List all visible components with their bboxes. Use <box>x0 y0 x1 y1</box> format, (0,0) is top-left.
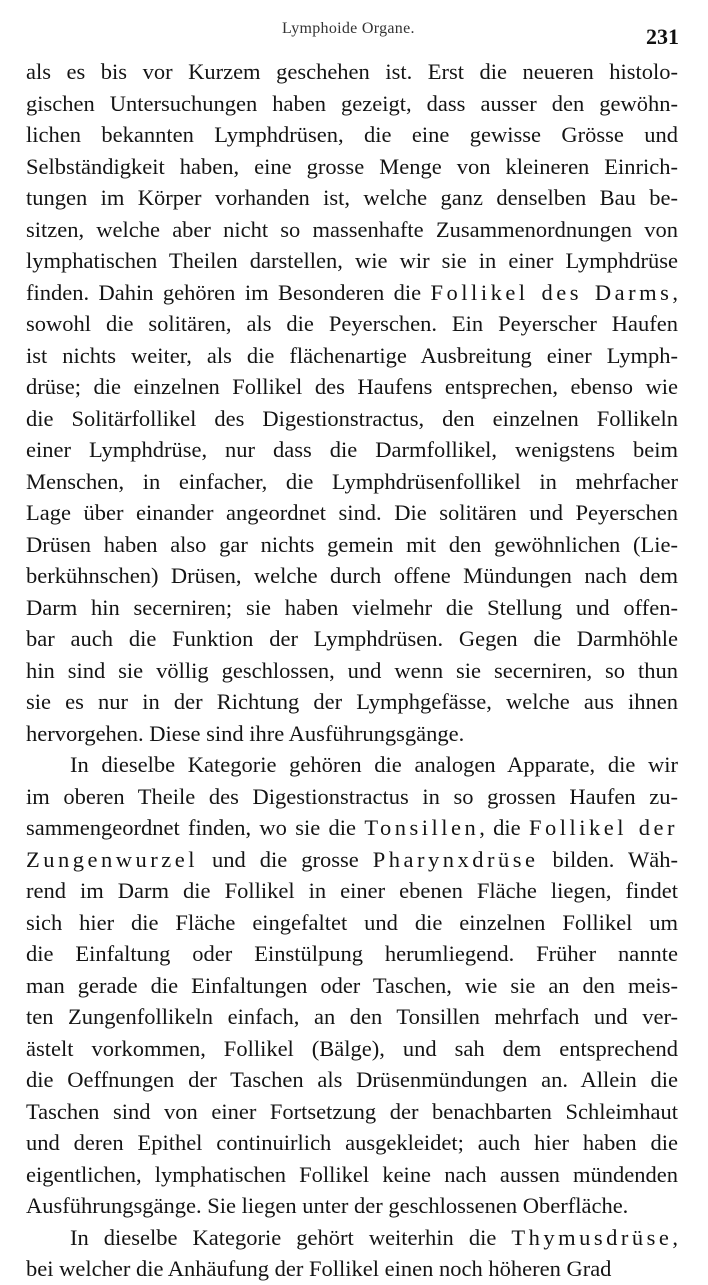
text-segment: bilden. Wäh- <box>538 846 678 872</box>
text-line <box>26 938 678 970</box>
text-line <box>26 1127 678 1159</box>
text-line <box>26 1001 678 1033</box>
text-line <box>26 151 678 183</box>
text-segment: Drüsen haben also gar nichts gemein mit den gewöhnlichen (Lie- <box>26 531 678 557</box>
text-segment: Ausführungsgänge. Sie liegen unter der geschlossenen Oberfläche. <box>26 1193 629 1218</box>
text-segment: gischen Untersuchungen haben gezeigt, dass ausser den gewöhn- <box>26 90 678 116</box>
text-line <box>26 560 678 592</box>
spaced-term: Zungenwurzel <box>26 846 198 872</box>
text-line <box>26 277 678 309</box>
text-segment: bar auch die Funktion der Lymphdrüsen. Gegen die Darmhöhle <box>26 626 678 651</box>
text-line <box>26 182 678 214</box>
text-segment: ten Zungenfollikeln einfach, an den Tonsillen mehrfach und ver- <box>26 1004 678 1029</box>
text-line <box>26 686 678 718</box>
text-line <box>26 718 678 750</box>
text-line <box>26 340 678 372</box>
text-line <box>26 371 678 403</box>
body-text <box>26 56 678 1281</box>
text-segment: eigentlichen, lymphatischen Follikel keine nach aussen mündenden <box>26 1161 678 1187</box>
text-segment: drüse; die einzelnen Follikel des Haufens entsprechen, ebenso wie <box>26 374 678 399</box>
text-segment: ist nichts weiter, als die flächenartige Ausbreitung einer Lymph- <box>26 342 678 368</box>
text-line <box>26 812 678 844</box>
text-segment: sich hier die Fläche eingefaltet und die einzelnen Follikel um <box>26 909 678 935</box>
text-line <box>26 1033 678 1065</box>
paragraph <box>26 749 678 1222</box>
running-head: Lymphoide Organe. <box>282 20 415 37</box>
text-line <box>26 119 678 151</box>
page-header <box>0 14 708 50</box>
text-segment: als es bis vor Kurzem geschehen ist. Erst die neueren histolo- <box>26 59 678 84</box>
text-line <box>26 308 678 340</box>
text-segment: sie es nur in der Richtung der Lymphgefässe, welche aus ihnen <box>26 689 678 714</box>
text-line <box>26 1253 678 1285</box>
text-line <box>26 56 678 88</box>
text-line <box>26 844 678 876</box>
text-segment: hin sind sie völlig geschlossen, und wenn sie secerniren, so thun <box>26 657 678 683</box>
text-segment: im oberen Theile des Digestionstractus in so grossen Haufen zu- <box>26 783 678 809</box>
text-line <box>26 907 678 939</box>
text-line <box>26 245 678 277</box>
text-segment: sowohl die solitären, als die Peyerschen. Ein Peyerscher Haufen <box>26 311 678 336</box>
text-line <box>26 1159 678 1191</box>
text-line <box>26 434 678 466</box>
text-segment: bei welcher die Anhäufung der Follikel einen noch höheren Grad <box>26 1256 612 1281</box>
text-segment: lymphatischen Theilen darstellen, wie wir sie in einer Lymphdrüse <box>26 248 678 273</box>
paragraph <box>26 1222 678 1285</box>
text-line <box>26 1096 678 1128</box>
text-line <box>26 781 678 813</box>
text-line <box>26 403 678 435</box>
text-segment: man gerade die Einfaltungen oder Taschen, wie sie an den meis- <box>26 972 678 998</box>
text-line <box>26 1064 678 1096</box>
text-segment: sammengeordnet finden, wo sie die <box>26 815 365 840</box>
text-segment: finden. Dahin gehören im Besonderen die <box>26 279 431 305</box>
text-segment: hervorgehen. Diese sind ihre Ausführungsgänge. <box>26 720 465 746</box>
text-segment: sitzen, welche aber nicht so massenhafte Zusammenordnungen von <box>26 216 678 242</box>
text-line <box>26 88 678 120</box>
text-line <box>26 529 678 561</box>
text-segment: Lage über einander angeordnet sind. Die solitären und Peyerschen <box>26 500 678 525</box>
spaced-term: Follikel des Darms <box>430 279 673 305</box>
text-segment: tungen im Körper vorhanden ist, welche ganz denselben Bau be- <box>26 185 678 210</box>
text-line <box>26 875 678 907</box>
text-segment: die Oeffnungen der Taschen als Drüsenmündungen an. Allein die <box>26 1067 678 1092</box>
text-segment: rend im Darm die Follikel in einer ebenen Fläche liegen, findet <box>26 878 678 903</box>
text-segment: In dieselbe Kategorie gehört weiterhin die <box>70 1224 512 1250</box>
text-line <box>26 749 678 781</box>
text-segment: Taschen sind von einer Fortsetzung der benachbarten Schleimhaut <box>26 1098 678 1124</box>
text-segment: lichen bekannten Lymphdrüsen, die eine gewisse Grösse und <box>26 122 678 147</box>
text-line <box>26 1222 678 1254</box>
text-line <box>26 970 678 1002</box>
text-line <box>26 466 678 498</box>
text-line <box>26 623 678 655</box>
spaced-term: Pharynxdrüse <box>372 846 539 872</box>
spaced-term: Thymusdrüse <box>511 1224 673 1250</box>
text-segment: berkühnschen) Drüsen, welche durch offene Mündungen nach dem <box>26 563 678 588</box>
text-segment: die Solitärfollikel des Digestionstractus, den einzelnen Follikeln <box>26 405 678 431</box>
spaced-term: Tonsillen <box>364 815 480 840</box>
text-segment: Selbständigkeit haben, eine grosse Menge von kleineren Einrich- <box>26 153 678 179</box>
text-segment: und deren Epithel continuirlich ausgekleidet; auch hier haben die <box>26 1130 678 1155</box>
paragraph <box>26 56 678 749</box>
text-segment: und die grosse <box>197 846 373 872</box>
text-segment: , die <box>479 815 529 840</box>
text-segment: ästelt vorkommen, Follikel (Bälge), und sah dem entsprechend <box>26 1035 678 1061</box>
text-segment: einer Lymphdrüse, nur dass die Darmfollikel, wenigstens beim <box>26 437 678 462</box>
spaced-term: Follikel der <box>528 815 678 840</box>
text-line <box>26 214 678 246</box>
text-segment: Darm hin secerniren; sie haben vielmehr die Stellung und offen- <box>26 594 678 620</box>
text-line <box>26 655 678 687</box>
text-line <box>26 497 678 529</box>
text-segment: die Einfaltung oder Einstülpung herumliegend. Früher nannte <box>26 941 678 966</box>
text-segment: , <box>672 279 678 305</box>
text-line <box>26 592 678 624</box>
text-segment: Menschen, in einfacher, die Lymphdrüsenfollikel in mehrfacher <box>26 468 678 494</box>
text-line <box>26 1190 678 1222</box>
text-segment: , <box>672 1224 678 1250</box>
page-number: 231 <box>646 24 679 49</box>
text-segment: In dieselbe Kategorie gehören die analogen Apparate, die wir <box>70 752 678 777</box>
